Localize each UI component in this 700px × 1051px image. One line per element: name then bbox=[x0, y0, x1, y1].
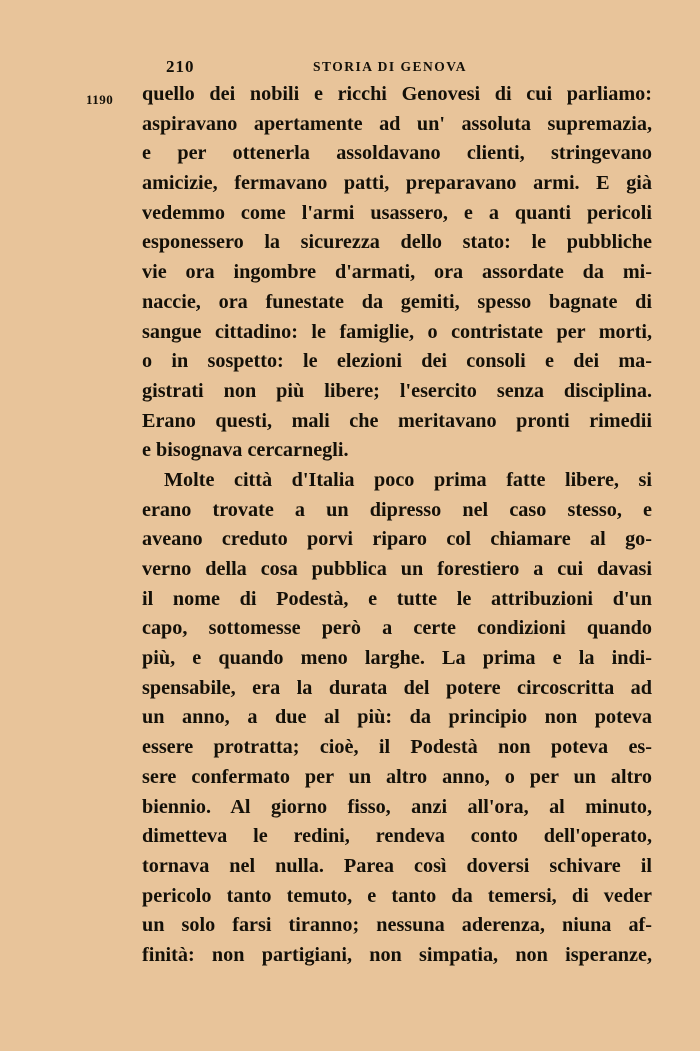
text-line: amicizie, fermavano patti, preparavano armi. E già bbox=[142, 172, 652, 195]
text-line: Molte città d'Italia poco prima fatte libere, si bbox=[164, 468, 652, 491]
text-line: o in sospetto: le elezioni dei consoli e dei ma- bbox=[142, 350, 652, 373]
text-line: essere protratta; cioè, il Podestà non poteva es- bbox=[142, 736, 652, 759]
margin-year-note: 1190 bbox=[86, 92, 114, 107]
text-line: erano trovate a un dipresso nel caso stesso, e bbox=[142, 498, 652, 521]
text-line: quello dei nobili e ricchi Genovesi di cui parliamo: bbox=[142, 83, 652, 105]
text-line: più, e quando meno larghe. La prima e la indi- bbox=[142, 647, 652, 670]
text-line: capo, sottomesse però a certe condizioni quando bbox=[142, 617, 652, 640]
text-line: vedemmo come l'armi usassero, e a quanti pericoli bbox=[142, 201, 652, 224]
text-line: sere confermato per un altro anno, o per un altro bbox=[142, 765, 652, 788]
text-line: finità: non partigiani, non simpatia, non isperanze, bbox=[142, 943, 652, 966]
text-line: biennio. Al giorno fisso, anzi all'ora, al minuto, bbox=[142, 795, 652, 818]
text-line: il nome di Podestà, e tutte le attribuzioni d'un bbox=[142, 587, 652, 610]
text-line: un solo farsi tiranno; nessuna aderenza, niuna af- bbox=[142, 914, 652, 937]
text-line: verno della cosa pubblica un forestiero a cui davasi bbox=[142, 558, 652, 580]
text-line: Erano questi, mali che meritavano pronti rimedii bbox=[142, 409, 652, 432]
text-line: spensabile, era la durata del potere circoscritta ad bbox=[142, 676, 652, 699]
text-line: naccie, ora funestate da gemiti, spesso bagnate di bbox=[142, 290, 652, 313]
page-number: 210 bbox=[166, 57, 195, 76]
text-line: e per ottenerla assoldavano clienti, stringevano bbox=[142, 142, 652, 165]
text-line: vie ora ingombre d'armati, ora assordate da mi- bbox=[142, 261, 652, 284]
text-line: dimetteva le redini, rendeva conto dell'operato, bbox=[142, 825, 652, 848]
text-line: tornava nel nulla. Parea così doversi schivare il bbox=[142, 854, 652, 877]
text-line: aveano creduto porvi riparo col chiamare al go- bbox=[142, 528, 652, 551]
text-line: sangue cittadino: le famiglie, o contristate per morti, bbox=[142, 320, 652, 343]
running-title: STORIA DI GENOVA bbox=[313, 59, 468, 74]
text-line: gistrati non più libere; l'esercito senza disciplina. bbox=[142, 379, 652, 402]
text-line: un anno, a due al più: da principio non poteva bbox=[142, 706, 652, 729]
text-line: esponessero la sicurezza dello stato: le pubbliche bbox=[142, 231, 652, 254]
text-line: pericolo tanto temuto, e tanto da temersi, di veder bbox=[142, 884, 652, 907]
text-line: e bisognava cercarnegli. bbox=[142, 439, 349, 462]
running-header bbox=[145, 57, 653, 81]
text-line: aspiravano apertamente ad un' assoluta supremazia, bbox=[142, 112, 652, 135]
body-text bbox=[142, 80, 652, 971]
